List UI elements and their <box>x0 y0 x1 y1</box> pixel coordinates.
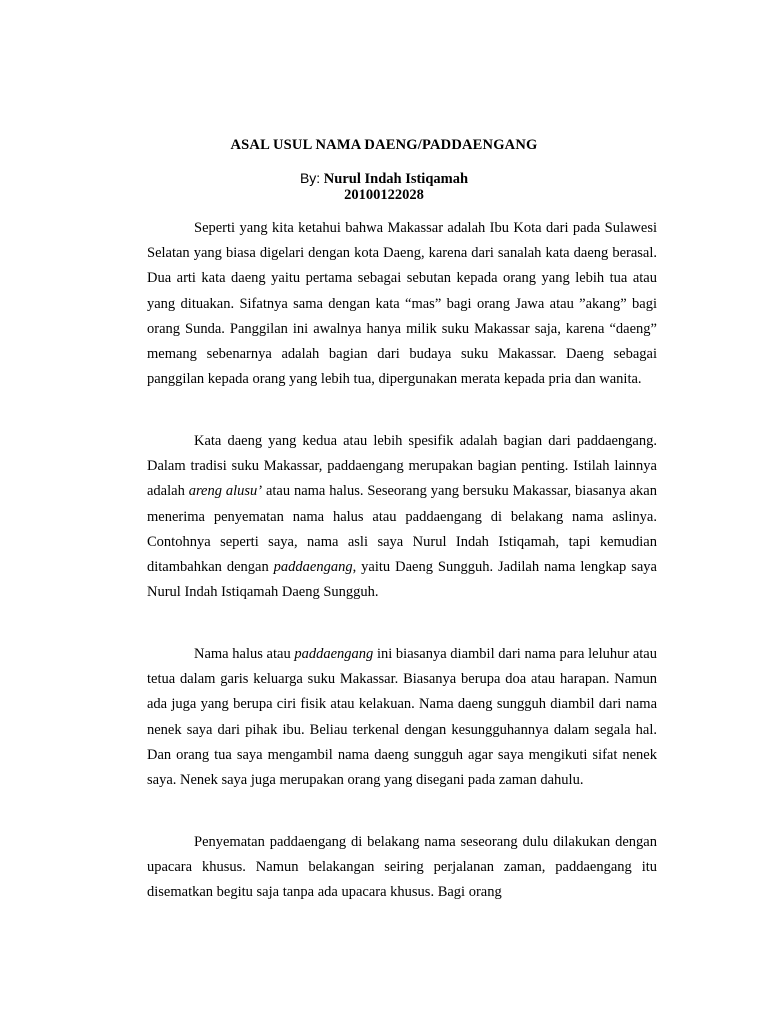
paragraph-3 <box>147 642 657 793</box>
document-title: ASAL USUL NAMA DAENG/PADDAENGANG <box>230 137 538 153</box>
paragraph-2-italic-term-a: areng alusu’ <box>188 483 263 500</box>
paragraph-1: Seperti yang kita ketahui bahwa Makassar adalah Ibu Kota dari pada Sulawesi Selatan yang biasa digelari dengan kota Daeng, karena dari sanalah kata daeng berasal. Dua arti kata daeng yaitu pertama sebagai sebutan kepada orang yang lebih tua atau yang dituakan. Sifatnya sama dengan kata “mas” bagi orang Jawa atau ”akang” bagi orang Sunda. Panggilan ini awalnya hanya milik suku Makassar saja, karena “daeng” memang sebenarnya adalah bagian dari budaya suku Makassar. Daeng sebagai panggilan kepada orang yang lebih tua, dipergunakan merata kepada pria dan wanita. <box>147 220 657 388</box>
byline-label: By: <box>299 170 321 186</box>
paragraph-2-text-a: Kata daeng yang kedua atau lebih spesifik adalah bagian dari paddaengang. Dalam tradisi suku Makassar, paddaengang merupakan bagian penting. Istilah lainnya adalah <box>147 433 657 500</box>
paragraph-2-text-b: atau nama halus. Seseorang yang bersuku Makassar, biasanya akan menerima penyematan nama halus atau paddaengang di belakang nama aslinya. Contohnya seperti saya, nama asli saya Nurul Indah Istiqamah, tapi kemudian ditambahkan dengan <box>147 483 657 576</box>
paragraph-3-text-a: Nama halus atau <box>194 646 295 662</box>
paragraph-4: Penyematan paddaengang di belakang nama seseorang dulu dilakukan dengan upacara khusus. Namun belakangan seiring perjalanan zaman, paddaengang itu disematkan begitu saja tanpa ada upacara khusus. Bagi orang <box>147 834 657 901</box>
paragraph-3-italic-term: paddaengang <box>294 646 374 662</box>
byline <box>0 170 768 203</box>
author-name: Nurul Indah Istiqamah <box>323 171 469 187</box>
paragraph-2 <box>147 429 657 605</box>
student-id-number: 20100122028 <box>344 187 424 203</box>
paragraph-2-text-c: , yaitu Daeng Sungguh. Jadilah nama lengkap saya Nurul Indah Istiqamah Daeng Sungguh. <box>147 559 657 601</box>
paragraph-2-italic-term-b: paddaengang <box>273 559 353 576</box>
paragraph-3-text-b: ini biasanya diambil dari nama para leluhur atau tetua dalam garis keluarga suku Makassar. Biasanya berupa doa atau harapan. Namun ada juga yang berupa ciri fisik atau kelakuan. Nama daeng sungguh diambil dari nama nenek saya dari pihak ibu. Beliau terkenal dengan kesungguhannya dalam segala hal. Dan orang tua saya mengambil nama daeng sungguh agar saya mengikuti sifat nenek saya. Nenek saya juga merupakan orang yang disegani pada zaman dahulu. <box>147 646 657 789</box>
